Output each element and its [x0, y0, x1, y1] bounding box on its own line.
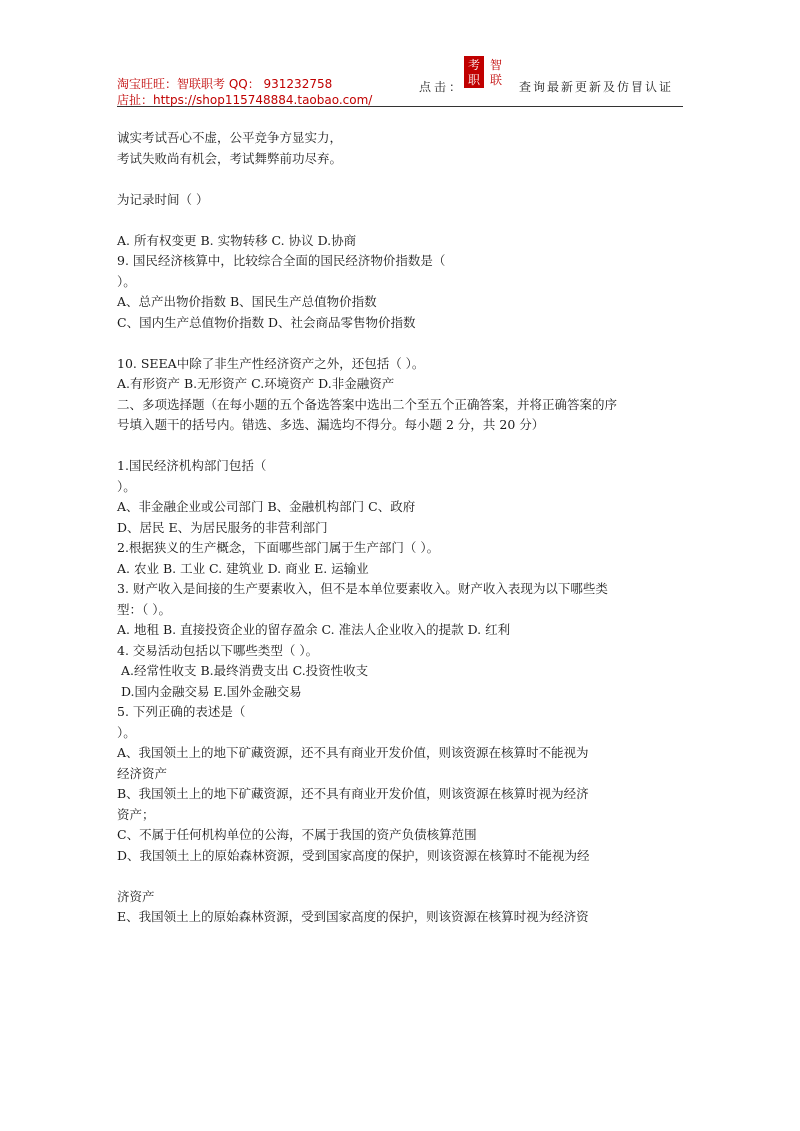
text-line: [117, 333, 683, 354]
text-line: 10. SEEA中除了非生产性经济资产之外，还包括（ ）。: [117, 355, 425, 371]
text-line: 经济资产: [117, 765, 168, 781]
text-line: D、居民 E、为居民服务的非营利部门: [117, 519, 328, 535]
text-line: A、非金融企业或公司部门 B、金融机构部门 C、政府: [117, 499, 416, 514]
text-line: B、我国领土上的地下矿藏资源，还不具有商业开发价值，则该资源在核算时视为经济: [117, 786, 589, 801]
text-line: [117, 210, 683, 231]
logo-char-1: 考: [467, 58, 481, 72]
text-line: A、总产出物价指数 B、国民生产总值物价指数: [117, 294, 377, 309]
text-line: E、我国领土上的原始森林资源，受到国家高度的保护，则该资源在核算时视为经济资: [117, 909, 589, 924]
text-line: 诚实考试吾心不虚，公平竞争方显实力，: [117, 130, 343, 145]
text-line: A.有形资产 B.无形资产 C.环境资产 D.非金融资产: [117, 376, 395, 391]
text-line: 3. 财产收入是间接的生产要素收入，但不是本单位要素收入。财产收入表现为以下哪些类: [117, 581, 608, 596]
text-line: 2.根据狭义的生产概念，下面哪些部门属于生产部门（ ）。: [117, 540, 440, 555]
verify-link[interactable]: 查询最新更新及仿冒认证: [519, 80, 674, 94]
text-line: [117, 866, 683, 887]
text-line: A. 所有权变更 B. 实物转移 C. 协议 D.协商: [117, 232, 357, 248]
text-line: 1.国民经济机构部门包括（: [117, 458, 267, 473]
text-line: 为记录时间（ ）: [117, 191, 209, 207]
click-label: 点击：: [419, 80, 465, 94]
shop-url-line[interactable]: 店扯：https://shop115748884.taobao.com/: [117, 93, 373, 107]
text-line: 5. 下列正确的表述是（: [117, 704, 246, 719]
text-line: A、我国领土上的地下矿藏资源，还不具有商业开发价值，则该资源在核算时不能视为: [117, 745, 589, 760]
text-line: 考试失败尚有机会，考试舞弊前功尽弃。: [117, 150, 343, 166]
logo-char-3: 职: [467, 73, 481, 87]
text-line: ）。: [117, 273, 136, 289]
text-line: 4. 交易活动包括以下哪些类型（ ）。: [117, 642, 319, 658]
logo-char-4: 联: [489, 73, 503, 87]
text-line: D.国内金融交易 E.国外金融交易: [117, 683, 302, 699]
text-line: 二、多项选择题（在每小题的五个备选答案中选出二个至五个正确答案，并将正确答案的序: [117, 396, 618, 412]
shop-contact-line: 淘宝旺旺：智联职考 QQ： 931232758: [117, 77, 333, 91]
header-divider: [117, 106, 683, 107]
text-line: ）。: [117, 724, 136, 740]
text-line: C、国内生产总值物价指数 D、社会商品零售物价指数: [117, 314, 416, 330]
text-line: [117, 436, 683, 457]
text-line: 号填入题干的括号内。错选、多选、漏选均不得分。每小题 2 分，共 20 分）: [117, 417, 545, 432]
text-line: D、我国领土上的原始森林资源，受到国家高度的保护，则该资源在核算时不能视为经: [117, 847, 590, 863]
document-body: [117, 128, 683, 928]
text-line: ）。: [117, 478, 136, 494]
zhilian-logo-icon[interactable]: [464, 56, 508, 88]
text-line: 资产；: [117, 806, 155, 822]
text-line: C、不属于任何机构单位的公海，不属于我国的资产负债核算范围: [117, 827, 477, 842]
text-line: 型：（ ）。: [117, 601, 171, 617]
text-line: A. 地租 B. 直接投资企业的留存盈余 C. 准法人企业收入的提款 D. 红利: [117, 622, 511, 637]
shop-info: [117, 76, 372, 108]
logo-char-2: 智: [489, 58, 503, 72]
page-header: [117, 56, 683, 108]
text-line: A.经常性收支 B.最终消费支出 C.投资性收支: [117, 663, 369, 678]
text-line: 9. 国民经济核算中，比较综合全面的国民经济物价指数是（: [117, 253, 446, 268]
text-line: 济资产: [117, 888, 155, 904]
text-line: [117, 169, 683, 190]
text-line: A. 农业 B. 工业 C. 建筑业 D. 商业 E. 运输业: [117, 560, 369, 576]
